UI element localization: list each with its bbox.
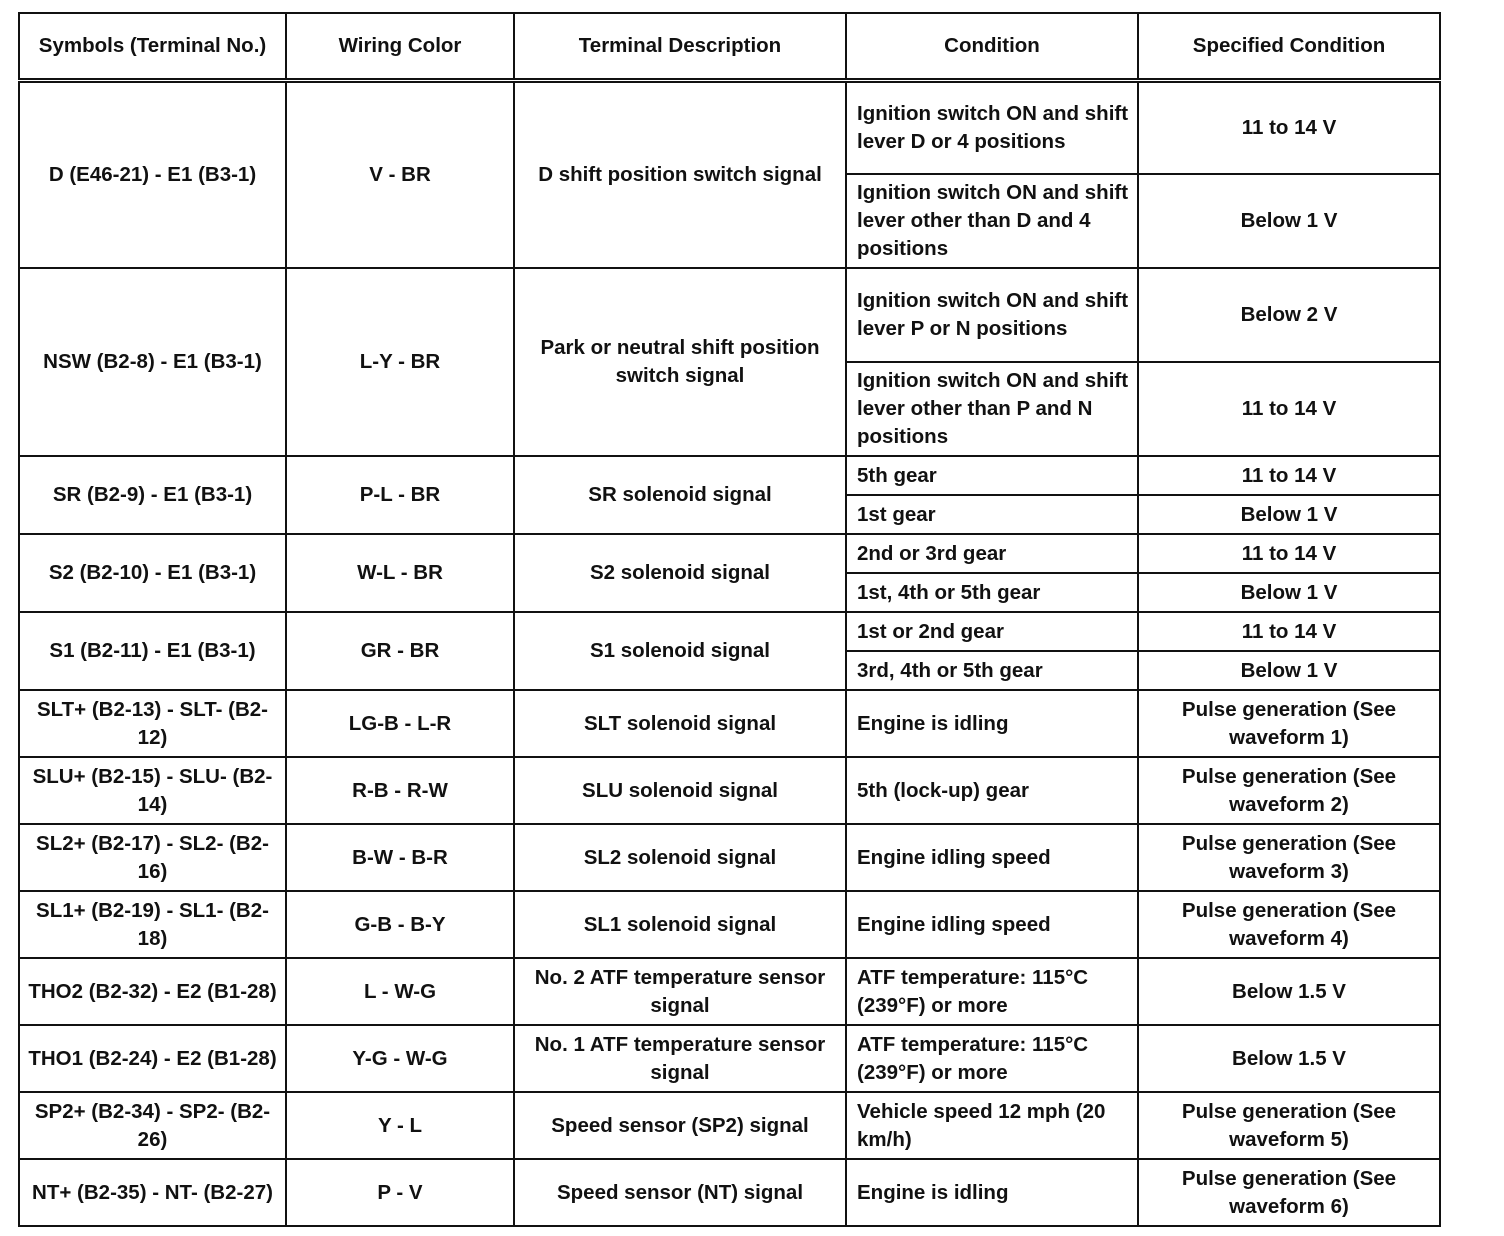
header-row	[19, 13, 1440, 80]
symbol-cell: D (E46-21) - E1 (B3-1)	[19, 80, 286, 268]
specified-condition-cell: 11 to 14 V	[1138, 534, 1440, 573]
header-condition: Condition	[846, 13, 1138, 80]
condition-cell: Ignition switch ON and shift lever D or 4 positions	[846, 80, 1138, 174]
header-wiring-color: Wiring Color	[286, 13, 514, 80]
specified-condition-cell: Pulse generation (See waveform 1)	[1138, 690, 1440, 757]
table-body	[19, 80, 1440, 1226]
specified-condition-cell: Below 1 V	[1138, 573, 1440, 612]
terminal-description-cell: SR solenoid signal	[514, 456, 846, 534]
terminal-description-cell: SLU solenoid signal	[514, 757, 846, 824]
header-symbols: Symbols (Terminal No.)	[19, 13, 286, 80]
condition-cell: Engine is idling	[846, 690, 1138, 757]
condition-cell: 3rd, 4th or 5th gear	[846, 651, 1138, 690]
terminal-description-cell: Park or neutral shift position switch signal	[514, 268, 846, 456]
condition-cell: 2nd or 3rd gear	[846, 534, 1138, 573]
condition-cell: Ignition switch ON and shift lever other than D and 4 positions	[846, 174, 1138, 268]
wiring-color-cell: V - BR	[286, 80, 514, 268]
wiring-color-cell: Y-G - W-G	[286, 1025, 514, 1092]
table-row	[19, 690, 1440, 757]
table-row	[19, 456, 1440, 495]
specified-condition-cell: Pulse generation (See waveform 6)	[1138, 1159, 1440, 1226]
table-row	[19, 268, 1440, 362]
terminal-description-cell: S2 solenoid signal	[514, 534, 846, 612]
condition-cell: 5th gear	[846, 456, 1138, 495]
condition-cell: ATF temperature: 115°C (239°F) or more	[846, 958, 1138, 1025]
condition-cell: 1st gear	[846, 495, 1138, 534]
wiring-color-cell: W-L - BR	[286, 534, 514, 612]
symbol-cell: SL2+ (B2-17) - SL2- (B2-16)	[19, 824, 286, 891]
table-row	[19, 824, 1440, 891]
terminal-specification-table	[18, 12, 1441, 1227]
wiring-color-cell: P - V	[286, 1159, 514, 1226]
wiring-color-cell: GR - BR	[286, 612, 514, 690]
symbol-cell: S2 (B2-10) - E1 (B3-1)	[19, 534, 286, 612]
wiring-color-cell: B-W - B-R	[286, 824, 514, 891]
condition-cell: 5th (lock-up) gear	[846, 757, 1138, 824]
wiring-color-cell: R-B - R-W	[286, 757, 514, 824]
symbol-cell: THO1 (B2-24) - E2 (B1-28)	[19, 1025, 286, 1092]
specified-condition-cell: Pulse generation (See waveform 5)	[1138, 1092, 1440, 1159]
table-row	[19, 891, 1440, 958]
symbol-cell: THO2 (B2-32) - E2 (B1-28)	[19, 958, 286, 1025]
terminal-description-cell: No. 1 ATF temperature sensor signal	[514, 1025, 846, 1092]
table-header	[19, 13, 1440, 80]
condition-cell: 1st, 4th or 5th gear	[846, 573, 1138, 612]
table-row	[19, 534, 1440, 573]
table-row	[19, 612, 1440, 651]
symbol-cell: SR (B2-9) - E1 (B3-1)	[19, 456, 286, 534]
specified-condition-cell: Below 1.5 V	[1138, 958, 1440, 1025]
condition-cell: Engine is idling	[846, 1159, 1138, 1226]
table-row	[19, 80, 1440, 174]
condition-cell: Engine idling speed	[846, 891, 1138, 958]
specified-condition-cell: Below 1 V	[1138, 495, 1440, 534]
specified-condition-cell: Pulse generation (See waveform 3)	[1138, 824, 1440, 891]
condition-cell: 1st or 2nd gear	[846, 612, 1138, 651]
table-row	[19, 757, 1440, 824]
specified-condition-cell: Below 1 V	[1138, 651, 1440, 690]
specified-condition-cell: Pulse generation (See waveform 2)	[1138, 757, 1440, 824]
specified-condition-cell: 11 to 14 V	[1138, 456, 1440, 495]
specified-condition-cell: Below 2 V	[1138, 268, 1440, 362]
terminal-description-cell: SL1 solenoid signal	[514, 891, 846, 958]
symbol-cell: SP2+ (B2-34) - SP2- (B2-26)	[19, 1092, 286, 1159]
wiring-color-cell: G-B - B-Y	[286, 891, 514, 958]
terminal-description-cell: SL2 solenoid signal	[514, 824, 846, 891]
specified-condition-cell: 11 to 14 V	[1138, 362, 1440, 456]
symbol-cell: SLT+ (B2-13) - SLT- (B2-12)	[19, 690, 286, 757]
condition-cell: ATF temperature: 115°C (239°F) or more	[846, 1025, 1138, 1092]
specified-condition-cell: 11 to 14 V	[1138, 612, 1440, 651]
table-row	[19, 1092, 1440, 1159]
condition-cell: Engine idling speed	[846, 824, 1138, 891]
header-specified-condition: Specified Condition	[1138, 13, 1440, 80]
terminal-description-cell: S1 solenoid signal	[514, 612, 846, 690]
terminal-description-cell: No. 2 ATF temperature sensor signal	[514, 958, 846, 1025]
specified-condition-cell: Below 1 V	[1138, 174, 1440, 268]
symbol-cell: S1 (B2-11) - E1 (B3-1)	[19, 612, 286, 690]
condition-cell: Ignition switch ON and shift lever P or N positions	[846, 268, 1138, 362]
wiring-color-cell: LG-B - L-R	[286, 690, 514, 757]
wiring-color-cell: L-Y - BR	[286, 268, 514, 456]
table-row	[19, 1159, 1440, 1226]
table-row	[19, 958, 1440, 1025]
condition-cell: Ignition switch ON and shift lever other than P and N positions	[846, 362, 1138, 456]
symbol-cell: SLU+ (B2-15) - SLU- (B2-14)	[19, 757, 286, 824]
symbol-cell: SL1+ (B2-19) - SL1- (B2-18)	[19, 891, 286, 958]
terminal-description-cell: D shift position switch signal	[514, 80, 846, 268]
symbol-cell: NSW (B2-8) - E1 (B3-1)	[19, 268, 286, 456]
specified-condition-cell: Below 1.5 V	[1138, 1025, 1440, 1092]
terminal-description-cell: SLT solenoid signal	[514, 690, 846, 757]
terminal-description-cell: Speed sensor (NT) signal	[514, 1159, 846, 1226]
terminal-description-cell: Speed sensor (SP2) signal	[514, 1092, 846, 1159]
wiring-color-cell: Y - L	[286, 1092, 514, 1159]
condition-cell: Vehicle speed 12 mph (20 km/h)	[846, 1092, 1138, 1159]
table-row	[19, 1025, 1440, 1092]
symbol-cell: NT+ (B2-35) - NT- (B2-27)	[19, 1159, 286, 1226]
specified-condition-cell: 11 to 14 V	[1138, 80, 1440, 174]
wiring-color-cell: P-L - BR	[286, 456, 514, 534]
specified-condition-cell: Pulse generation (See waveform 4)	[1138, 891, 1440, 958]
header-terminal-description: Terminal Description	[514, 13, 846, 80]
wiring-color-cell: L - W-G	[286, 958, 514, 1025]
